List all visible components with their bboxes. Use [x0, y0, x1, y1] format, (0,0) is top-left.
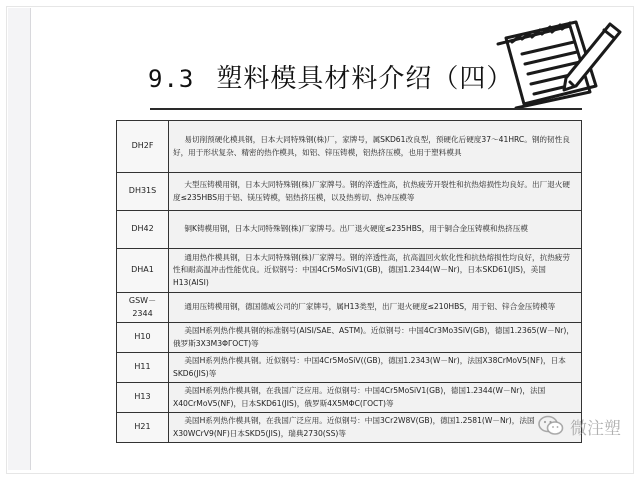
- table-row: [117, 121, 582, 173]
- grade-description-cell: 美国H系列热作模具钢，在我国广泛应用。近似钢号：中国3Cr2W8V(GB)，德国1.2581(W－Nr)，法国X30WCrV9(NF)日本SKD5(JIS)，瑞典2730(SS)等: [169, 413, 582, 443]
- slide-left-bar: [8, 8, 31, 470]
- grade-description-cell: 通用热作模具钢，日本大同特殊钢(株)厂家牌号。钢的淬透性高，抗高温回火软化性和抗热熔损性均良好，抗热疲劳性和耐高温冲击性能优良。近似钢号：中国4Cr5MoSiV1(GB)，德国1.2344(W－Nr)，日本SKD61(JIS)，美国H13(AISI): [169, 249, 582, 293]
- slide-title: [148, 58, 514, 95]
- title-underline: [150, 108, 582, 110]
- grade-code-cell: DH2F: [117, 121, 169, 173]
- wechat-icon: [538, 415, 564, 437]
- title-text: 塑料模具材料介绍（四）: [216, 64, 514, 94]
- grade-description-cell: 通用压铸模用钢，德国德威公司的厂家牌号，属H13类型，出厂退火硬度≤210HBS，用于铝、锌合金压铸模等: [169, 293, 582, 323]
- table-row: [117, 211, 582, 249]
- grade-description-cell: 美国H系列热作模具钢的标准钢号(AISI/SAE、ASTM)。近似钢号：中国4Cr3Mo3SiV(GB)，德国1.2365(W－Nr)，俄罗斯3X3M3ΦΓOCT)等: [169, 323, 582, 353]
- table-row: [117, 383, 582, 413]
- grade-description-cell: 美国H系列热作模具钢。近似钢号：中国4Cr5MoSiV((GB)，德国1.2343(W－Nr)，法国X38CrMoV5(NF)，日本SKD6(JIS)等: [169, 353, 582, 383]
- grade-code-cell: H10: [117, 323, 169, 353]
- grade-code-cell: H13: [117, 383, 169, 413]
- table-row: [117, 323, 582, 353]
- section-number: 9.3: [148, 65, 195, 93]
- grade-code-cell: DH31S: [117, 173, 169, 211]
- grade-code-cell: H21: [117, 413, 169, 443]
- grade-description-cell: 大型压铸模用钢，日本大同特殊钢(株)厂家牌号。钢的淬透性高，抗热疲劳开裂性和抗热熔损性均良好。出厂退火硬度≤235HBS用于铝、镁压铸模，铝热挤压模，以及热剪切、热冲压模等: [169, 173, 582, 211]
- table-row: [117, 353, 582, 383]
- grade-code-cell: DH42: [117, 211, 169, 249]
- table-row: [117, 249, 582, 293]
- table-row: [117, 413, 582, 443]
- grade-code-cell: H11: [117, 353, 169, 383]
- grade-code-cell: GSW－2344: [117, 293, 169, 323]
- steel-grades-table: [116, 120, 582, 443]
- watermark: [538, 412, 634, 440]
- table-row: [117, 173, 582, 211]
- grade-description-cell: 铜K铸模用钢，日本大同特殊钢(株)厂家牌号。出厂退火硬度≤235HBS，用于铜合金压铸模和热挤压模: [169, 211, 582, 249]
- table-row: [117, 293, 582, 323]
- grade-description-cell: 美国H系列热作模具钢，在我国广泛应用。近似钢号：中国4Cr5MoSiV1(GB)，德国1.2344(W－Nr)，法国X40CrMoV5(NF)，日本SKD61(JIS)，俄罗斯4X5MΦC(ΓOCT)等: [169, 383, 582, 413]
- grade-description-cell: 易切削预硬化模具钢，日本大同特殊钢(株)厂，家牌号，属SKD61改良型，预硬化后硬度37～41HRC。钢的韧性良好，用于形状复杂、精密的热作模具，如铝、锌压铸模，铝热挤压模，也用于塑料模具: [169, 121, 582, 173]
- grade-code-cell: DHA1: [117, 249, 169, 293]
- watermark-text: 微注塑: [570, 418, 621, 439]
